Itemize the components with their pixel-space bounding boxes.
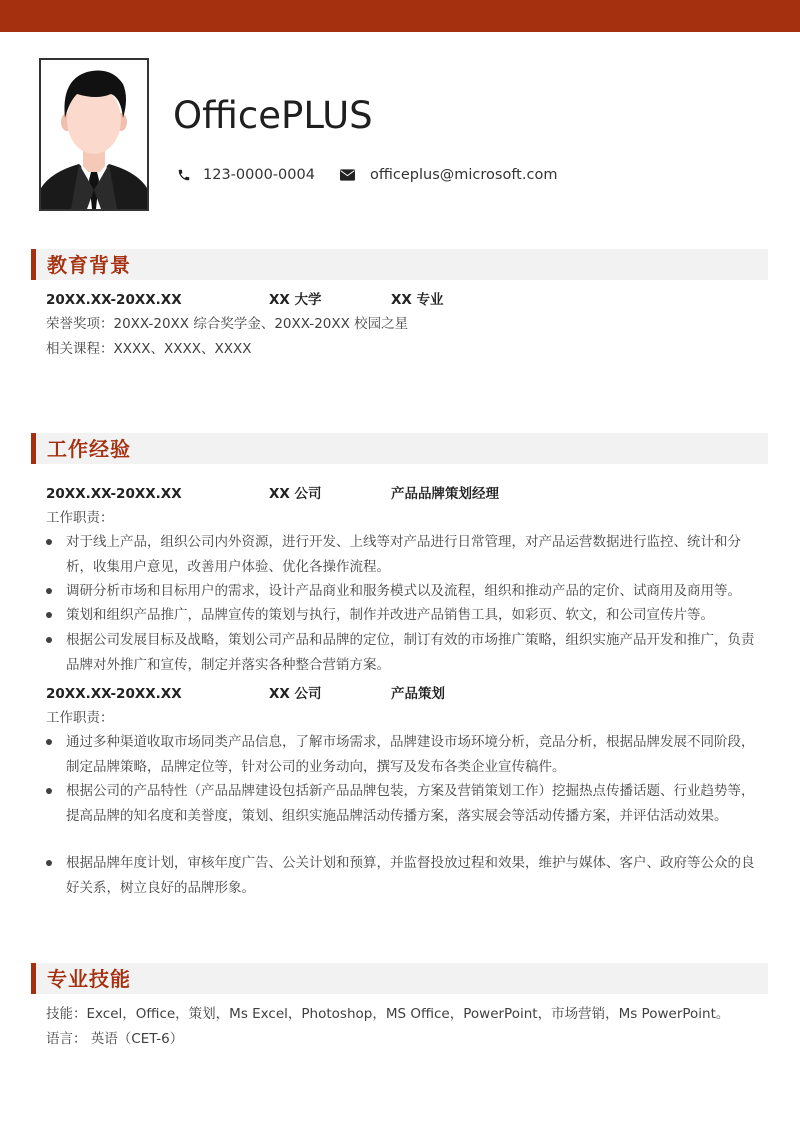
- education-honors: 荣誉奖项：20XX-20XX 综合奖学金、20XX-20XX 校园之星: [46, 316, 409, 332]
- section-work-header: [31, 433, 768, 464]
- job1-company: XX 公司: [269, 486, 322, 502]
- phone-icon: [177, 168, 191, 182]
- list-item: 调研分析市场和目标用户的需求，设计产品商业和服务模式以及流程，组织和推动产品的定价、试商用及商用等。: [46, 579, 766, 604]
- job2-position: 产品策划: [391, 686, 445, 702]
- bullet-dot: [46, 788, 52, 794]
- education-date: 20XX.XX-20XX.XX: [46, 292, 182, 308]
- section-marker: [31, 963, 36, 994]
- section-title: 专业技能: [47, 967, 131, 991]
- education-major: XX 专业: [391, 292, 444, 308]
- bullet-dot: [46, 637, 52, 643]
- mail-icon: [340, 169, 355, 181]
- section-title: 教育背景: [47, 253, 131, 277]
- job2-duty-label: 工作职责：: [46, 710, 114, 726]
- language-line: 语言： 英语（CET-6）: [46, 1031, 184, 1047]
- bullet-dot: [46, 588, 52, 594]
- phone-number: 123-0000-0004: [203, 167, 315, 183]
- bullet-dot: [46, 739, 52, 745]
- job2-company: XX 公司: [269, 686, 322, 702]
- email-contact: [340, 165, 557, 185]
- bullet-dot: [46, 612, 52, 618]
- job1-position: 产品品牌策划经理: [391, 486, 499, 502]
- job1-date: 20XX.XX-20XX.XX: [46, 486, 182, 502]
- section-marker: [31, 433, 36, 464]
- education-courses: 相关课程：XXXX、XXXX、XXXX: [46, 341, 252, 357]
- avatar-photo: [39, 58, 149, 211]
- section-title: 工作经验: [47, 437, 131, 461]
- section-education-header: [31, 249, 768, 280]
- job1-duty-label: 工作职责：: [46, 510, 114, 526]
- list-item: 根据品牌年度计划，审核年度广告、公关计划和预算，并监督投放过程和效果，维护与媒体、客户、政府等公众的良好关系，树立良好的品牌形象。: [46, 851, 766, 900]
- candidate-name: OfficePLUS: [173, 94, 373, 137]
- skills-line: 技能：Excel，Office，策划，Ms Excel，Photoshop，MS Office，PowerPoint，市场营销，Ms PowerPoint。: [46, 1006, 730, 1022]
- phone-contact: [177, 165, 315, 185]
- list-item: 根据公司的产品特性（产品品牌建设包括新产品品牌包装，方案及营销策划工作）挖掘热点传播话题、行业趋势等，提高品牌的知名度和美誉度，策划、组织实施品牌活动传播方案，落实展会等活动传播方案，并评估活动效果。: [46, 779, 766, 828]
- list-item: 根据公司发展目标及战略，策划公司产品和品牌的定位，制订有效的市场推广策略，组织实施产品开发和推广，负责品牌对外推广和宣传，制定并落实各种整合营销方案。: [46, 628, 766, 677]
- list-item: 通过多种渠道收取市场同类产品信息，了解市场需求，品牌建设市场环境分析，竞品分析，根据品牌发展不同阶段，制定品牌策略，品牌定位等，针对公司的业务动向，撰写及发布各类企业宣传稿件。: [46, 730, 766, 779]
- education-school: XX 大学: [269, 292, 322, 308]
- list-item: 策划和组织产品推广，品牌宣传的策划与执行，制作并改进产品销售工具，如彩页、软文，和公司宣传片等。: [46, 603, 766, 628]
- top-accent-bar: [0, 0, 800, 32]
- list-item: 对于线上产品，组织公司内外资源，进行开发、上线等对产品进行日常管理，对产品运营数据进行监控、统计和分析，收集用户意见，改善用户体验、优化各操作流程。: [46, 530, 766, 579]
- section-marker: [31, 249, 36, 280]
- job2-date: 20XX.XX-20XX.XX: [46, 686, 182, 702]
- bullet-dot: [46, 860, 52, 866]
- email-address: officeplus@microsoft.com: [370, 167, 558, 183]
- bullet-dot: [46, 539, 52, 545]
- section-skills-header: [31, 963, 768, 994]
